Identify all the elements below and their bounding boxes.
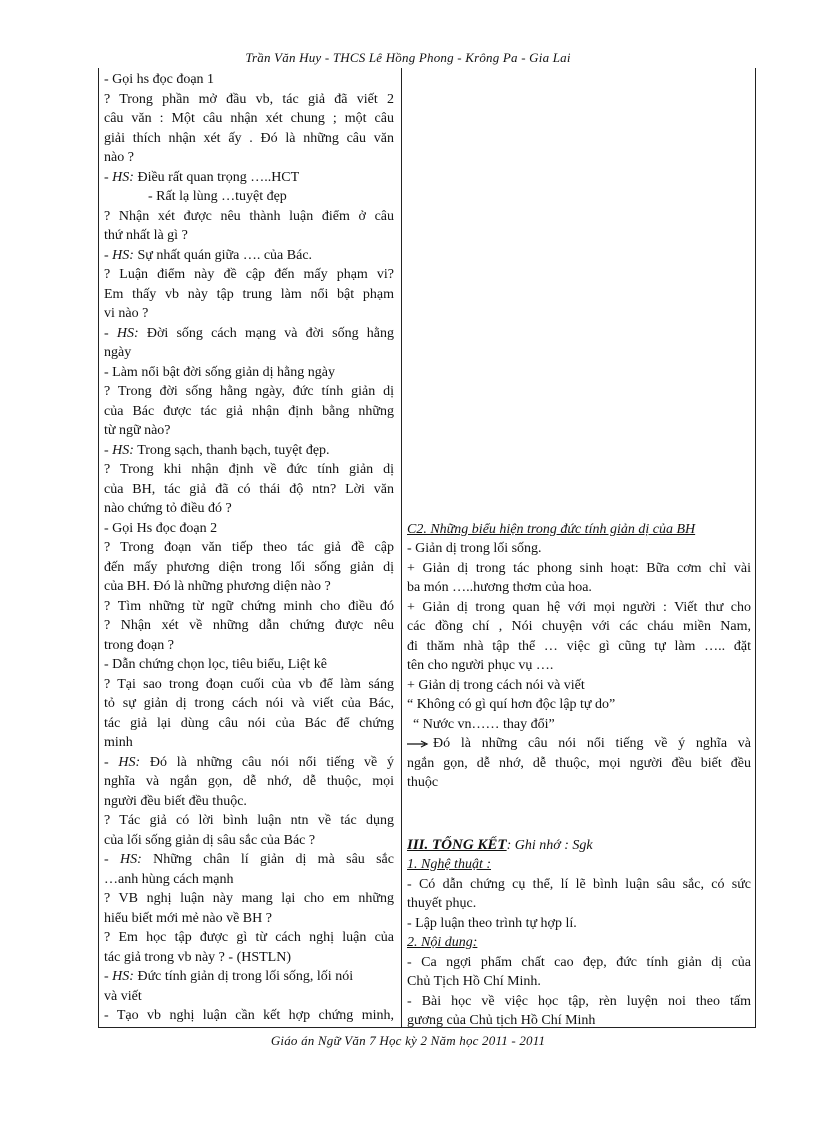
lesson-content-column <box>407 70 751 1031</box>
line-text: ? VB nghị luận này mang lại cho em những <box>104 891 394 906</box>
line-text: ? Tại sao trong đoạn cuối của vb để làm sáng <box>104 676 394 692</box>
line-text: hiểu biết mới mẻ nào về BH ? <box>104 910 272 926</box>
line-text: đi thăm nhà tập thể … việc gì cũng tự làm ….. đặt <box>407 638 751 654</box>
line-text: Chủ Tịch Hồ Chí Minh. <box>407 974 541 989</box>
line-text: ? Trong phần mở đầu vb, tác giả đã viết 2 <box>104 91 394 107</box>
line-text: ngày <box>104 345 132 360</box>
line-text: Đó là những câu nói nổi tiếng về ý nghĩa và <box>433 736 751 751</box>
line-text: đến mấy phương diện trong lối sống giản dị <box>104 559 394 575</box>
line-text: + Giản dị trong quan hệ với mọi người : Viết thư cho <box>407 599 751 615</box>
line-text: …anh hùng cách mạnh <box>104 871 234 887</box>
line-text: ba món …..hương thơm của hoa. <box>407 580 592 595</box>
line-text: Em thấy vb này tập trung làm nổi bật phạm <box>104 286 394 302</box>
left-text-line <box>104 343 394 363</box>
left-text-line <box>104 226 394 246</box>
line-text: : Ghi nhớ : Sgk <box>506 837 593 853</box>
right-text-line <box>407 855 751 875</box>
line-text: từ ngữ nào? <box>104 423 171 438</box>
left-text-line <box>104 655 394 675</box>
right-text-line <box>407 520 751 540</box>
line-text: ngắn gọn, dễ nhớ, dễ thuộc, mọi người đều biết đều <box>407 755 751 771</box>
left-text-line <box>104 207 394 227</box>
left-text-line <box>104 616 394 636</box>
line-text: của lối sống giản dị sâu sắc của Bác ? <box>104 832 316 848</box>
line-prefix: - <box>104 325 117 341</box>
line-text: của BH, tác giả đã có thái độ ntn? Lời văn <box>104 481 394 497</box>
line-prefix: - <box>104 247 113 263</box>
left-text-line <box>104 460 394 480</box>
left-text-line <box>104 850 394 870</box>
line-text: người đều biết đều thuộc. <box>104 793 247 809</box>
left-text-line <box>104 168 394 188</box>
line-text: thuyết phục. <box>407 896 477 911</box>
student-answer-label: HS: <box>118 754 141 770</box>
left-text-line <box>104 636 394 656</box>
left-text-line <box>104 402 394 422</box>
left-text-line <box>104 538 394 558</box>
left-text-line <box>104 480 394 500</box>
line-text: thứ nhất là gì ? <box>104 228 188 243</box>
right-text-line <box>407 539 751 559</box>
left-text-line <box>104 1006 394 1026</box>
teacher-student-activity-column <box>104 70 394 1026</box>
right-text-line <box>407 559 751 579</box>
line-text: - Bài học về việc học tập, rèn luyện noi theo tấm <box>407 993 751 1009</box>
left-text-line <box>104 265 394 285</box>
right-text-line <box>407 598 751 618</box>
line-text: Đó là những câu nói nổi tiếng về ý <box>140 754 394 770</box>
line-text: ? Trong khi nhận định về đức tính giản dị <box>104 462 394 477</box>
line-text: tác giả lại dùng câu nói của Bác để chứng <box>104 715 394 731</box>
left-text-line <box>104 441 394 461</box>
left-text-line <box>104 558 394 578</box>
line-text: ? Trong đoạn văn tiếp theo tác giả đề cập <box>104 540 394 555</box>
right-text-line <box>407 695 751 715</box>
line-prefix: - <box>104 169 113 185</box>
right-text-line <box>407 992 751 1012</box>
left-text-line <box>104 70 394 90</box>
left-text-line <box>104 694 394 714</box>
right-text-line <box>407 894 751 914</box>
left-text-line <box>104 246 394 266</box>
right-text-line <box>407 972 751 992</box>
line-text: - Rất lạ lùng …tuyệt đẹp <box>148 189 287 204</box>
left-text-line <box>104 967 394 987</box>
left-text-line <box>104 811 394 831</box>
line-text: - Gọi Hs đọc đoạn 2 <box>104 520 218 536</box>
left-text-line <box>104 870 394 890</box>
line-text: “ Nước vn…… thay đổi” <box>413 716 555 732</box>
right-text-line <box>407 914 751 934</box>
line-text: thuộc <box>407 775 439 790</box>
line-text: C2. Những biểu hiện trong đức tính giản dị của BH <box>407 521 696 537</box>
line-text: trong đoạn ? <box>104 637 174 653</box>
line-text: tên cho người phục vụ …. <box>407 658 554 673</box>
line-text: - Có dẫn chứng cụ thể, lí lẽ bình luận sâu sắc, có sức <box>407 876 751 892</box>
line-text: tỏ sự giản dị trong cách nói và viết của Bác, <box>104 696 394 711</box>
left-text-line <box>104 285 394 305</box>
left-text-line <box>104 382 394 402</box>
student-answer-label: HS: <box>112 969 134 984</box>
line-text: 2. Nội dung: <box>407 935 478 950</box>
right-text-line <box>407 715 751 735</box>
right-text-line <box>407 578 751 598</box>
line-prefix: - <box>104 754 119 770</box>
right-text-line <box>407 676 751 696</box>
line-prefix: - <box>104 969 113 984</box>
page-footer: Giáo án Ngữ Văn 7 Học kỳ 2 Năm học 2011 - 2011 <box>270 1033 546 1048</box>
right-text-line <box>407 953 751 973</box>
left-text-line <box>104 675 394 695</box>
line-text: 1. Nghệ thuật : <box>407 857 491 872</box>
left-text-line <box>104 109 394 129</box>
line-text: + Giản dị trong cách nói và viết <box>407 677 585 693</box>
left-text-line <box>104 187 394 207</box>
left-text-line <box>104 792 394 812</box>
section-heading: III. TỔNG KẾT <box>407 836 507 853</box>
left-text-line <box>104 90 394 110</box>
line-text: - Làm nổi bật đời sống giản dị hằng ngày <box>104 364 335 380</box>
left-text-line <box>104 597 394 617</box>
right-text-line <box>407 1011 751 1031</box>
line-text: của Bác được tác giả nhận định bằng những <box>104 403 394 419</box>
line-text: ? Nhận xét về những dẫn chứng được nêu <box>104 618 394 633</box>
arrow-right-icon <box>407 740 429 748</box>
left-text-line <box>104 363 394 383</box>
student-answer-label: HS: <box>116 325 139 341</box>
student-answer-label: HS: <box>120 852 142 867</box>
right-text-line <box>407 812 751 832</box>
right-text-line <box>407 875 751 895</box>
line-text: ? Tìm những từ ngữ chứng minh cho điều đó <box>104 598 394 614</box>
line-text: tác giả trong vb này ? - (HSTLN) <box>104 949 291 965</box>
left-text-line <box>104 987 394 1007</box>
line-text: các đồng chí , Nói chuyện với các cháu miền Nam, <box>407 619 751 634</box>
right-text-line <box>407 734 751 754</box>
student-answer-label: HS: <box>112 442 134 458</box>
student-answer-label: HS: <box>112 169 134 185</box>
left-text-line <box>104 577 394 597</box>
line-text: ? Luận điểm này đề cập đến mấy phạm vi? <box>104 267 394 282</box>
left-text-line <box>104 129 394 149</box>
line-text: “ Không có gì quí hơn độc lập tự do” <box>407 697 616 712</box>
line-text: ? Tác giả có lời bình luận ntn về tác dụng <box>104 813 394 828</box>
line-text: - Ca ngợi phẩm chất cao đẹp, đức tính giản dị của <box>407 954 751 970</box>
student-answer-label: HS: <box>112 247 134 263</box>
left-text-line <box>104 753 394 773</box>
right-text-line <box>407 637 751 657</box>
line-text: - Gọi hs đọc đoạn 1 <box>104 72 215 87</box>
right-text-line <box>407 836 751 856</box>
line-text: Đời sống cách mạng và đời sống hằng <box>138 325 394 341</box>
left-text-line <box>104 324 394 344</box>
right-text-line <box>407 754 751 774</box>
left-text-line <box>104 499 394 519</box>
left-text-line <box>104 909 394 929</box>
line-text: ? Em học tập được gì từ cách nghị luận của <box>104 930 394 945</box>
line-text: câu văn : Một câu nhận xét chung ; một câu <box>104 111 394 126</box>
left-text-line <box>104 733 394 753</box>
line-text: Điều rất quan trọng …..HCT <box>133 169 300 185</box>
line-text: nào chứng tỏ điều đó ? <box>104 501 232 516</box>
line-text: nghĩa và ngắn gọn, dễ nhớ, dễ thuộc, mọi <box>104 774 394 789</box>
line-text: - Tạo vb nghị luận cần kết hợp chứng minh, <box>104 1008 394 1023</box>
right-text-line <box>407 656 751 676</box>
right-text-line <box>407 617 751 637</box>
left-text-line <box>104 714 394 734</box>
line-text: Sự nhất quán giữa …. của Bác. <box>133 247 313 263</box>
left-text-line <box>104 889 394 909</box>
line-text: của BH. Đó là những phương diện nào ? <box>104 579 331 594</box>
left-text-line <box>104 148 394 168</box>
line-text: + Giản dị trong tác phong sinh hoạt: Bữa cơm chỉ vài <box>407 560 751 576</box>
line-text: ? Trong đời sống hằng ngày, đức tính giản dị <box>104 384 394 399</box>
page-header: Trần Văn Huy - THCS Lê Hồng Phong - Krông Pa - Gia Lai <box>245 50 571 65</box>
left-text-line <box>104 928 394 948</box>
left-text-line <box>104 421 394 441</box>
line-prefix: - <box>104 442 113 458</box>
right-text-line <box>407 793 751 813</box>
line-text: giải thích nhận xét ấy . Đó là những câu văn <box>104 130 394 146</box>
line-text: và viết <box>104 988 142 1004</box>
left-text-line <box>104 948 394 968</box>
left-text-line <box>104 831 394 851</box>
left-text-line <box>104 772 394 792</box>
left-text-line <box>104 519 394 539</box>
line-text: nào ? <box>104 150 134 165</box>
line-text: - Giản dị trong lối sống. <box>407 541 542 556</box>
left-text-line <box>104 304 394 324</box>
line-text: gương của Chủ tịch Hồ Chí Minh <box>407 1013 596 1028</box>
line-text: Những chân lí giản dị mà sâu sắc <box>141 852 394 867</box>
line-text: minh <box>104 735 133 750</box>
right-text-line <box>407 933 751 953</box>
column-divider <box>401 68 402 1028</box>
line-text: Đức tính giản dị trong lối sống, lối nói <box>133 969 354 984</box>
right-text-line <box>407 773 751 793</box>
line-text: vi nào ? <box>104 306 149 321</box>
line-text: - Lập luận theo trình tự hợp lí. <box>407 915 577 931</box>
line-text: - Dẫn chứng chọn lọc, tiêu biểu, Liệt kê <box>104 657 327 672</box>
line-prefix: - <box>104 852 120 867</box>
line-text: ? Nhận xét được nêu thành luận điểm ở câu <box>104 208 394 224</box>
line-text: Trong sạch, thanh bạch, tuyệt đẹp. <box>133 442 330 458</box>
